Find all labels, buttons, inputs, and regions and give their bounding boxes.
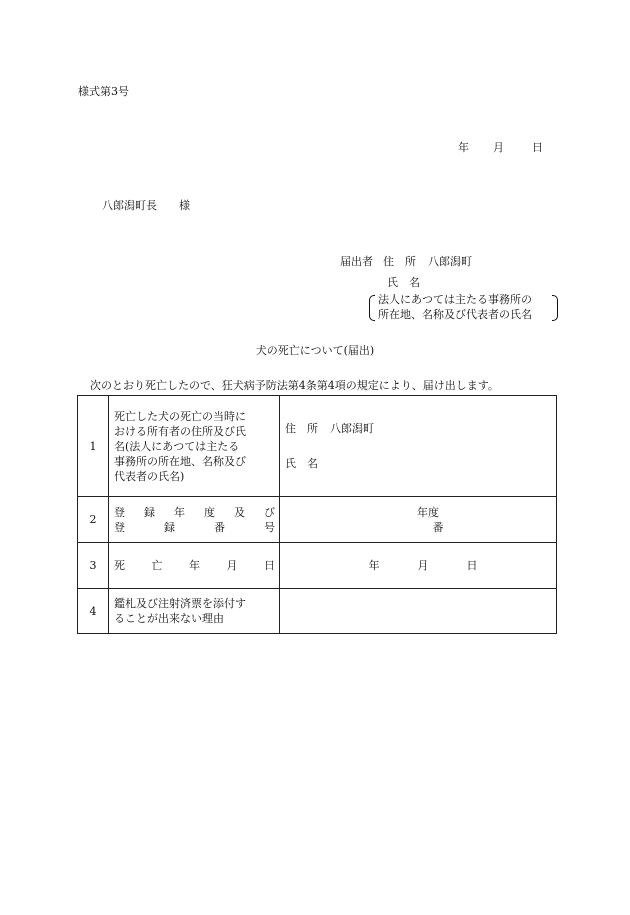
item-char: 録 (144, 505, 155, 519)
item-char: 登 (114, 520, 125, 534)
item-line: 鑑札及び注射済票を添付す (114, 597, 246, 610)
item-char: び (264, 505, 275, 519)
item-char: 月 (226, 559, 238, 572)
corporate-note (378, 292, 532, 322)
death-month-label: 月 (417, 559, 429, 572)
intro-text: 次のとおり死亡したので、狂犬病予防法第4条第4項の規定により、届け出します。 (90, 379, 499, 392)
item-char: 日 (264, 559, 275, 572)
owner-name-label: 氏 名 (285, 457, 318, 470)
owner-address-label: 住 所 (285, 422, 318, 435)
row-item (109, 589, 280, 634)
corporate-note-line2: 所在地、名称及び代表者の氏名 (378, 308, 532, 321)
item-char: 登 (114, 505, 125, 519)
registration-year-label: 年度 (417, 505, 439, 519)
addressee-honorific: 様 (179, 199, 190, 212)
item-char: 亡 (151, 559, 163, 572)
addressee-name: 八郎潟町長 (102, 199, 157, 212)
owner-address-value: 八郎潟町 (330, 422, 374, 435)
row-number: 2 (78, 497, 109, 543)
item-line: ることが出来ない理由 (114, 612, 224, 625)
registration-value-cell[interactable] (280, 497, 557, 543)
row-number: 1 (78, 396, 109, 497)
table-row (78, 543, 557, 589)
date-line (458, 142, 543, 153)
reporter-name-label: 氏 名 (387, 276, 420, 289)
reporter-label: 届出者 (340, 255, 373, 268)
item-line: 名(法人にあつては主たる (114, 439, 240, 453)
right-bracket (552, 295, 558, 321)
row-item (109, 396, 280, 497)
item-char: 番 (214, 520, 225, 534)
owner-value-cell[interactable] (280, 396, 557, 497)
reason-value-cell[interactable] (280, 589, 557, 634)
date-year-label: 年 (458, 141, 469, 154)
reporter-address (340, 256, 472, 267)
registration-number-label: 番 (432, 520, 444, 534)
item-char: 号 (264, 520, 275, 534)
item-char: 録 (164, 520, 175, 534)
death-day-label: 日 (466, 559, 478, 572)
date-month-label: 月 (493, 141, 504, 154)
reporter-address-value: 八郎潟町 (428, 255, 472, 268)
item-line: 事務所の所在地、名称及び (114, 454, 246, 468)
corporate-note-line1: 法人にあつては主たる事務所の (378, 293, 532, 306)
date-day-label: 日 (532, 141, 543, 154)
document-title: 犬の死亡について(届出) (255, 344, 375, 357)
item-line: 代表者の氏名) (114, 469, 185, 483)
row-item (109, 497, 280, 543)
left-bracket (369, 295, 375, 321)
death-year-label: 年 (368, 559, 380, 572)
table-row (78, 396, 557, 497)
item-line: おける所有者の住所及び氏 (114, 424, 246, 438)
row-number: 4 (78, 589, 109, 634)
item-char: 度 (204, 505, 215, 519)
row-item (109, 543, 280, 589)
table-row (78, 589, 557, 634)
reporter-address-label: 住 所 (383, 255, 416, 268)
row-number: 3 (78, 543, 109, 589)
item-char: 死 (114, 559, 125, 572)
item-char: 年 (189, 559, 200, 572)
report-table (77, 395, 557, 634)
item-char: 年 (174, 505, 185, 519)
form-number: 様式第3号 (78, 85, 129, 98)
item-char: 及 (234, 505, 245, 519)
table-row (78, 497, 557, 543)
item-line: 死亡した犬の死亡の当時に (114, 409, 246, 423)
addressee (102, 200, 190, 211)
death-date-value-cell[interactable] (280, 543, 557, 589)
